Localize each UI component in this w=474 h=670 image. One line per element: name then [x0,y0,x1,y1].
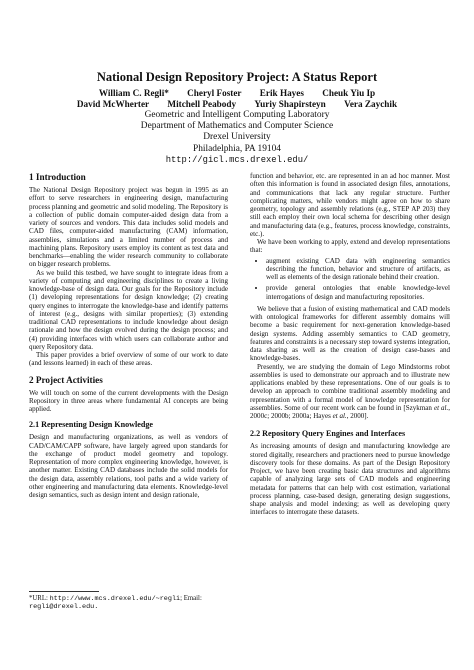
text-run: Presently, we are studying the domain of Lego Mindstorms robot assemblies is used to demonstrate our approach and to illustrate new applications enabled by these representations. One of our goals is to develop an approach to combine traditional assembly modeling and representation with a formal model of knowledge representation for assemblies. Some of our recent work can be found in [Szykman [250,362,450,412]
affiliation-line: Philadelphia, PA 19104 [193,143,281,154]
citation-etal: et al. [433,403,449,412]
affiliation-line: Drexel University [203,132,271,143]
author: David McWherter [76,99,150,109]
author: Yuriy Shapirsteyn [254,99,326,109]
footnote-email-label: ; Email: [180,595,202,602]
paragraph: As we build this testbed, we have sought to integrate ideas from a variety of computing and engineering disciplines to create a living knowledge-base of design data. Our goals for the Repository include (1) developing representations for design knowledge; (2) creating query engines to interrogate the knowledge-base and identify patterns of interest (e.g., designs with similar properties); (3) extending traditional CAD representations to include knowledge about design rationale and how the design evolved during the design process; and (4) providing interfaces with which users can collaborate author and query Repository data. [29,268,228,351]
affiliation-line: Department of Mathematics and Computer Science [140,121,334,132]
author: Cheuk Yiu Ip [322,88,376,98]
bullet-list [250,257,450,301]
paper-title: National Design Repository Project: A Status Report [96,70,378,84]
footnote-rule [29,591,99,592]
citation-etal: et al. [332,412,347,420]
paragraph: We have been working to apply, extend and develop representations that: [250,238,450,255]
subsection-heading: 2.1 Representing Design Knowledge [29,420,153,430]
author-row [0,99,474,109]
author: Vera Zaychik [344,99,398,109]
subsection-heading: 2.2 Repository Query Engines and Interfaces [250,429,406,439]
paragraph: As increasing amounts of design and manufacturing knowledge are stored digitally, researchers and practioners need to pursue knowledge discovery tools for these domains. As part of the Design Repository Project, we have been creating basic data structures and algorithms capable of analyzing large sets of CAD models and engineering metadata for patterns that can help with cost estimation, variational process planning, case-based design, generating design suggestions, shape analysis and model indexing; as well as developing query interfaces to interrogate these datasets. [250,442,450,517]
text-run: , 2000]. [346,412,369,420]
footnote-label: *URL: [29,595,50,602]
paragraph: function and behavior, etc. are represented in an ad hoc manner. Most often this information is found in associated design files, annotations, and communications that lack any regular structure. Further complicating matters, while vendors might agree on how to share geometry, topology and assembly relations (e.g., STEP AP 203) they still each employ their own local schema for describing other design and manufacturing data (e.g., features, process knowledge, constraints, etc.). [250,172,450,238]
section-heading: 1 Introduction [29,172,86,182]
author-row [0,88,474,98]
author: Mitchell Peabody [167,99,237,109]
footnote-url[interactable]: http://www.mcs.drexel.edu/~regli [49,595,181,603]
affiliation [0,110,474,166]
right-column [250,172,450,517]
paragraph: We believe that a fusion of existing mathematical and CAD models with ontological frameworks for different assembly domains will become a basic requirement for next-generation knowledge-based design systems. Adding assembly semantics to CAD geometry, features and constraints is a necessary step toward systems integration, data sharing as well as the creation of design case-bases and knowledge-bases. [250,304,450,363]
author: Cheryl Foster [187,88,242,98]
author: William C. Regli* [98,88,169,98]
left-column [29,172,228,645]
list-item: • provide general ontologies that enable knowledge-level interrogations of design and manufacturing repositories. [266,284,450,301]
author: Erik Hayes [259,88,304,98]
paragraph: The National Design Repository project was begun in 1995 as an effort to serve researchers in engineering design, manufacturing process planning and geometric and solid modeling. The Repository is a collection of public domain computer-aided design data from a variety of sources and vendors. This data includes solid models and CAD files, computer-aided manufacturing (CAM) information, assemblies, simulations and a limited number of process and machining plans. Repository users employ its content as test data and benchmarks—enabling the wider research community to collaborate on bigger research problems. [29,186,228,269]
affiliation-line: Geometric and Intelligent Computing Laboratory [144,110,330,120]
paragraph [250,363,450,421]
paragraph: Design and manufacturing organizations, as well as vendors of CAD/CAM/CAPP software, have largely agreed upon standards for the exchange of product model geometry and topology. Representation of more complex engineering knowledge, however, is another matter. Existing CAD databases include the solid models for the design data, assembly relations, tool paths and a wide variety of other engineering and manufacturing data elements. Knowledge-level design semantics, such as design intent and design rationale, [29,433,228,499]
footnote-email[interactable]: regli@drexel.edu. [29,603,99,612]
list-item: • augment existing CAD data with engineering semantics describing the function, behavior and structure of artifacts, as well as elements of the design rationale behind their creation. [266,257,450,282]
paragraph: We will touch on some of the current developments with the Design Repository in three areas where fundamental AI concepts are being applied. [29,388,228,413]
text-run: , 2000c; 2000b; 2000a; Hayes [250,403,451,420]
paragraph: This paper provides a brief overview of some of our work to date (and lessons learned) in each of these areas. [29,351,228,368]
lab-url[interactable]: http://gicl.mcs.drexel.edu/ [165,154,309,165]
footnote [29,591,228,611]
section-heading: 2 Project Activities [29,374,103,385]
